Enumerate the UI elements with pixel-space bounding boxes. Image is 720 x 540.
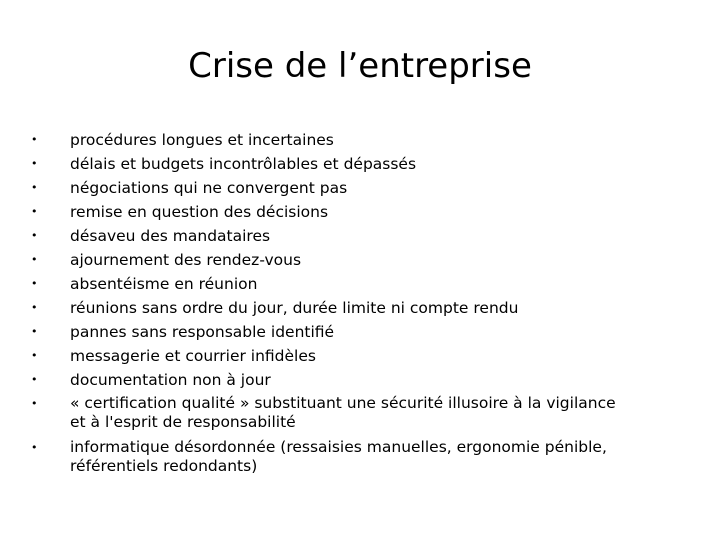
bullet-icon: • <box>31 157 38 170</box>
list-item-text: ajournement des rendez-vous <box>70 251 302 269</box>
list-item <box>28 320 698 344</box>
list-item <box>28 248 698 272</box>
list-item <box>28 176 698 200</box>
slide-title: Crise de l’entreprise <box>188 46 532 86</box>
list-item-text: « certification qualité » substituant une sécurité illusoire à la vigilance et à l'esprit de responsabilité <box>70 394 616 431</box>
list-item <box>28 224 698 248</box>
list-item-text: pannes sans responsable identifié <box>70 323 335 341</box>
bullet-icon: • <box>31 441 38 454</box>
bullet-icon: • <box>31 325 38 338</box>
bullet-icon: • <box>31 373 38 386</box>
list-item <box>28 200 698 224</box>
list-item-text: informatique désordonnée (ressaisies manuelles, ergonomie pénible, référentiels redondants) <box>70 438 607 475</box>
bullet-icon: • <box>31 133 38 146</box>
list-item <box>28 368 698 392</box>
list-item-text: messagerie et courrier infidèles <box>70 347 316 365</box>
list-item-text: remise en question des décisions <box>70 203 329 221</box>
bullet-icon: • <box>31 301 38 314</box>
list-item-text: désaveu des mandataires <box>70 227 271 245</box>
bullet-icon: • <box>31 277 38 290</box>
bullet-list <box>28 128 698 480</box>
bullet-icon: • <box>31 349 38 362</box>
list-item <box>28 128 698 152</box>
list-item <box>28 272 698 296</box>
list-item <box>28 344 698 368</box>
list-item <box>28 296 698 320</box>
list-item-text: réunions sans ordre du jour, durée limite ni compte rendu <box>70 299 519 317</box>
bullet-icon: • <box>31 181 38 194</box>
list-item <box>28 152 698 176</box>
list-item-text: délais et budgets incontrôlables et dépassés <box>70 155 417 173</box>
bullet-icon: • <box>31 397 38 410</box>
bullet-icon: • <box>31 253 38 266</box>
bullet-icon: • <box>31 229 38 242</box>
list-item-text: absentéisme en réunion <box>70 275 258 293</box>
list-item <box>28 436 698 476</box>
list-item-text: procédures longues et incertaines <box>70 131 334 149</box>
list-item-text: négociations qui ne convergent pas <box>70 179 348 197</box>
list-item-text: documentation non à jour <box>70 371 271 389</box>
bullet-icon: • <box>31 205 38 218</box>
list-item <box>28 392 698 432</box>
